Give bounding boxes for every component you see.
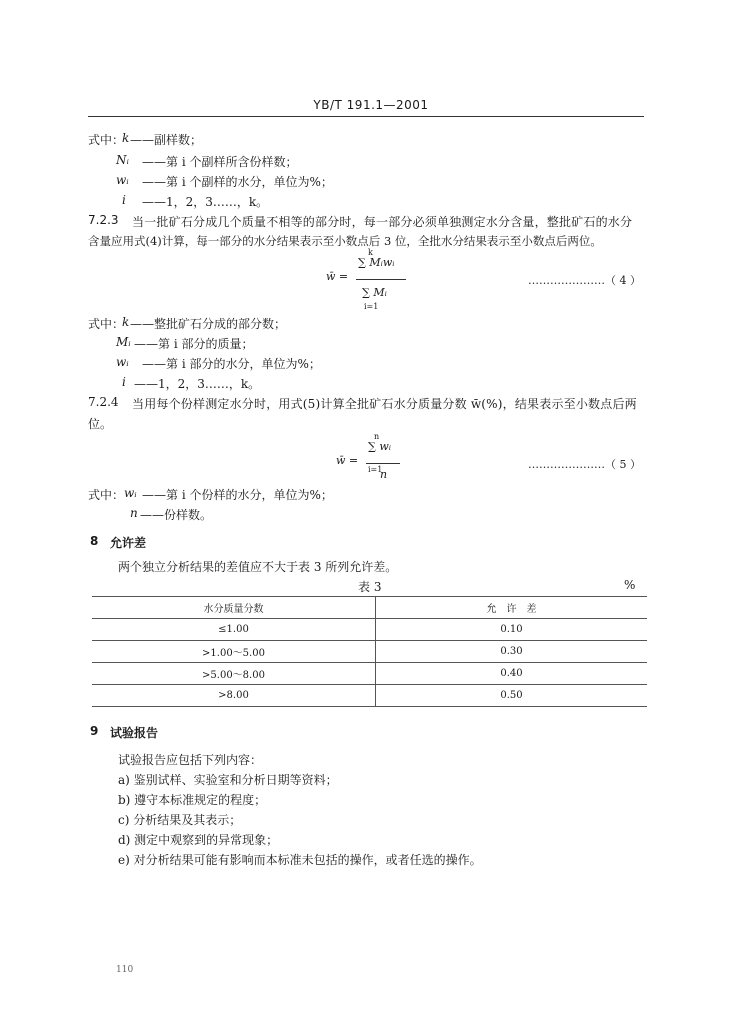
definition-text: ——第 i 部分的质量；	[134, 337, 254, 351]
definition-text: ——副样数；	[130, 133, 203, 147]
section-8-number: 8	[90, 534, 99, 548]
definition-text: ——第 i 个副样所含份样数；	[142, 155, 298, 169]
section-9-number: 9	[90, 724, 99, 738]
where-lead-2: 式中：	[88, 317, 125, 331]
symbol: wᵢ	[116, 355, 129, 369]
symbol: n	[130, 506, 138, 520]
definition-text: ——1，2，3……，k。	[134, 377, 261, 391]
symbol: i	[122, 375, 126, 389]
clause-7-2-3-line2: 含量应用式(4)计算，每一部分的水分结果表示至小数点后 3 位，全批水分结果表示至小数点后两位。	[88, 234, 602, 248]
table-row	[92, 663, 647, 685]
tolerance-table	[92, 596, 647, 707]
formula-4-numerator: ∑ Mᵢwᵢ	[358, 256, 395, 269]
clause-number-7-2-4: 7.2.4	[88, 395, 119, 409]
table-cell: ≤1.00	[92, 619, 376, 641]
formula-5-numerator: ∑ wᵢ	[368, 440, 391, 453]
table-header-row	[92, 597, 647, 619]
formula-4-sum-upper: k	[368, 248, 373, 257]
definition-text: ——第 i 部分的水分，单位为%；	[142, 357, 321, 371]
list-item: e) 对分析结果可能有影响而本标准未包括的操作，或者任选的操作。	[118, 853, 482, 867]
definition-text: ——第 i 个份样的水分，单位为%；	[142, 488, 333, 502]
table-caption: 表 3	[358, 580, 382, 594]
formula-5-denominator: n	[380, 468, 388, 481]
symbol: i	[122, 193, 126, 207]
list-item: c) 分析结果及其表示；	[118, 813, 242, 827]
section-9-intro: 试验报告应包括下列内容：	[118, 753, 263, 767]
formula-4-denominator: ∑ Mᵢ	[362, 286, 387, 299]
formula-4-lhs: w̄ =	[326, 270, 349, 283]
symbol: wᵢ	[124, 486, 137, 500]
table-header-cell: 允 许 差	[376, 597, 648, 619]
symbol: k	[122, 315, 130, 329]
clause-7-2-4-line1: 当用每个份样测定水分时，用式(5)计算全批矿石水分质量分数 w̄(%)，结果表示至小数点后两	[132, 397, 637, 411]
formula-4-fraction-bar	[356, 279, 406, 280]
page-number: 110	[116, 965, 134, 975]
table-cell: 0.30	[376, 641, 648, 663]
list-item: a) 鉴别试样、实验室和分析日期等资料；	[118, 773, 338, 787]
formula-4-sum-lower: i=1	[364, 302, 379, 311]
table-row	[92, 685, 647, 707]
list-item: d) 测定中观察到的异常现象；	[118, 833, 279, 847]
equation-number-5: …………………（ 5 ）	[528, 458, 641, 471]
symbol: wᵢ	[116, 173, 129, 187]
where-lead-1: 式中：	[88, 133, 125, 147]
formula-5-lhs: w̄ =	[336, 454, 359, 467]
clause-number-7-2-3: 7.2.3	[88, 213, 119, 227]
symbol: Mᵢ	[116, 335, 131, 349]
symbol: Nᵢ	[116, 153, 129, 167]
table-cell: >5.00～8.00	[92, 663, 376, 685]
formula-5-sum-lower: i=1	[368, 465, 383, 474]
formula-5-sum-upper: n	[374, 432, 380, 441]
definition-text: ——1，2，3……，k。	[142, 195, 269, 209]
equation-number-4: …………………（ 4 ）	[528, 274, 641, 287]
symbol: k	[122, 131, 130, 145]
formula-5-fraction-bar	[366, 463, 400, 464]
table-cell: 0.50	[376, 685, 648, 707]
definition-text: ——整批矿石分成的部分数；	[130, 317, 287, 331]
table-header-cell: 水分质量分数	[92, 597, 376, 619]
table-cell: 0.10	[376, 619, 648, 641]
section-9-title: 试验报告	[110, 726, 159, 740]
clause-7-2-3-line1: 当一批矿石分成几个质量不相等的部分时，每一部分必须单独测定水分含量，整批矿石的水分	[132, 215, 633, 229]
table-cell: >1.00～5.00	[92, 641, 376, 663]
table-cell: >8.00	[92, 685, 376, 707]
table-cell: 0.40	[376, 663, 648, 685]
header-rule	[88, 116, 644, 117]
table-row	[92, 619, 647, 641]
list-item: b) 遵守本标准规定的程度；	[118, 793, 267, 807]
definition-text: ——第 i 个副样的水分，单位为%；	[142, 175, 333, 189]
where-lead-3: 式中：	[88, 488, 125, 502]
clause-7-2-4-line2: 位。	[88, 417, 113, 431]
table-row	[92, 641, 647, 663]
definition-text: ——份样数。	[140, 508, 213, 522]
standard-number-header: YB/T 191.1—2001	[313, 98, 429, 112]
table-unit: %	[624, 578, 636, 592]
section-8-body: 两个独立分析结果的差值应不大于表 3 所列允许差。	[118, 560, 398, 574]
section-8-title: 允许差	[110, 536, 147, 550]
